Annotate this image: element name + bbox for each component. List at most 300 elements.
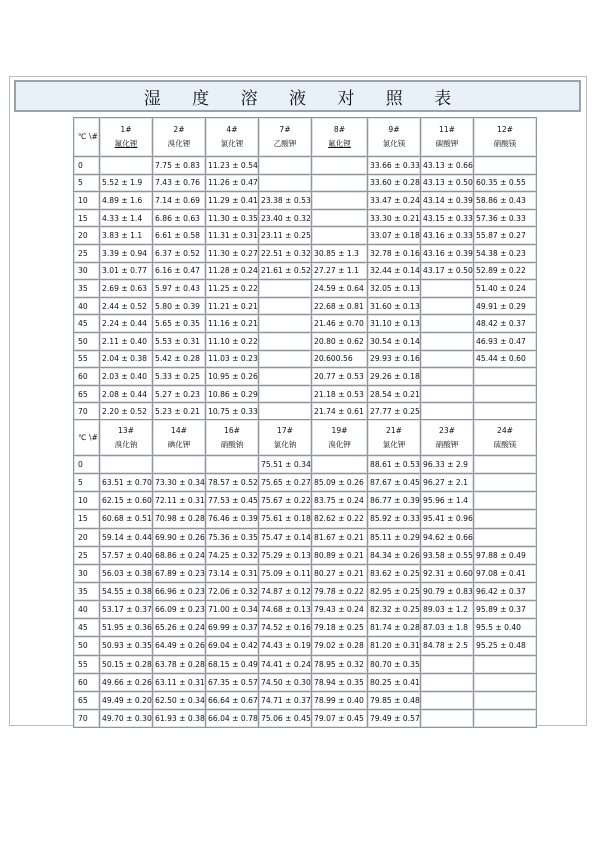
humidity-value-cell: 11.23 ± 0.54 (206, 157, 259, 175)
humidity-value-cell: 21.46 ± 0.70 (312, 315, 368, 333)
humidity-value-cell (474, 474, 537, 492)
humidity-value-cell: 5.23 ± 0.21 (153, 403, 206, 421)
table-row (74, 582, 537, 600)
temperature-cell: 0 (74, 456, 100, 474)
humidity-value-cell: 97.08 ± 0.41 (474, 564, 537, 582)
temperature-cell: 25 (74, 546, 100, 564)
table-row (74, 474, 537, 492)
humidity-value-cell: 43.13 ± 0.50 (421, 174, 474, 192)
temperature-corner-cell: ℃ \# (74, 420, 100, 456)
table-row (74, 564, 537, 582)
humidity-value-cell (421, 655, 474, 673)
humidity-value-cell: 90.79 ± 0.83 (421, 582, 474, 600)
humidity-value-cell: 78.99 ± 0.40 (312, 691, 368, 709)
humidity-value-cell: 94.62 ± 0.66 (421, 528, 474, 546)
humidity-value-cell: 2.20 ± 0.52 (100, 403, 153, 421)
salt-header-cell (312, 420, 368, 456)
humidity-value-cell: 49.70 ± 0.30 (100, 709, 153, 727)
humidity-value-cell: 80.70 ± 0.35 (368, 655, 421, 673)
table-row (74, 385, 537, 403)
humidity-value-cell: 54.55 ± 0.38 (100, 582, 153, 600)
humidity-value-cell: 55.87 ± 0.27 (474, 227, 537, 245)
humidity-value-cell: 95.41 ± 0.96 (421, 510, 474, 528)
salt-number: 16# (223, 425, 241, 435)
humidity-value-cell: 74.25 ± 0.32 (206, 546, 259, 564)
humidity-value-cell: 50.15 ± 0.28 (100, 655, 153, 673)
table-row (74, 227, 537, 245)
temperature-corner-cell: ℃ \# (74, 118, 100, 157)
table-row (74, 655, 537, 673)
humidity-value-cell (474, 673, 537, 691)
humidity-value-cell (474, 510, 537, 528)
humidity-value-cell (421, 403, 474, 421)
humidity-value-cell: 33.07 ± 0.18 (368, 227, 421, 245)
humidity-value-cell: 79.18 ± 0.25 (312, 619, 368, 637)
table-row (74, 350, 537, 368)
humidity-value-cell: 97.88 ± 0.49 (474, 546, 537, 564)
table-row (74, 637, 537, 655)
humidity-value-cell: 11.28 ± 0.24 (206, 262, 259, 280)
salt-number: 9# (388, 125, 400, 134)
humidity-value-cell (100, 456, 153, 474)
humidity-value-cell: 31.10 ± 0.13 (368, 315, 421, 333)
humidity-value-cell: 2.44 ± 0.52 (100, 297, 153, 315)
humidity-table-2 (73, 419, 537, 728)
salt-header-cell (206, 420, 259, 456)
humidity-value-cell: 2.04 ± 0.38 (100, 350, 153, 368)
humidity-value-cell: 23.40 ± 0.32 (259, 209, 312, 227)
temperature-cell: 30 (74, 262, 100, 280)
humidity-value-cell (312, 174, 368, 192)
temperature-cell: 70 (74, 709, 100, 727)
humidity-value-cell: 50.93 ± 0.35 (100, 637, 153, 655)
salt-number: 19# (331, 425, 348, 435)
humidity-value-cell: 70.98 ± 0.28 (153, 510, 206, 528)
humidity-value-cell: 21.74 ± 0.61 (312, 403, 368, 421)
temperature-cell: 20 (74, 528, 100, 546)
humidity-value-cell: 82.95 ± 0.25 (368, 582, 421, 600)
humidity-value-cell: 3.01 ± 0.77 (100, 262, 153, 280)
humidity-value-cell: 20.600.56 (312, 350, 368, 368)
humidity-value-cell: 69.99 ± 0.37 (206, 619, 259, 637)
humidity-value-cell (259, 297, 312, 315)
humidity-value-cell: 76.46 ± 0.39 (206, 510, 259, 528)
temperature-cell: 60 (74, 673, 100, 691)
humidity-value-cell: 30.85 ± 1.3 (312, 244, 368, 262)
humidity-value-cell: 63.11 ± 0.31 (153, 673, 206, 691)
humidity-value-cell (153, 456, 206, 474)
humidity-value-cell (421, 297, 474, 315)
table-row (74, 673, 537, 691)
humidity-value-cell: 21.18 ± 0.53 (312, 385, 368, 403)
humidity-value-cell: 29.93 ± 0.16 (368, 350, 421, 368)
humidity-value-cell: 29.26 ± 0.18 (368, 368, 421, 386)
humidity-value-cell (259, 157, 312, 175)
humidity-value-cell: 82.62 ± 0.22 (312, 510, 368, 528)
humidity-value-cell: 11.30 ± 0.27 (206, 244, 259, 262)
humidity-value-cell: 11.25 ± 0.22 (206, 280, 259, 298)
table-row (74, 619, 537, 637)
humidity-value-cell: 93.58 ± 0.55 (421, 546, 474, 564)
salt-number: 14# (170, 425, 188, 435)
humidity-value-cell: 22.68 ± 0.81 (312, 297, 368, 315)
humidity-value-cell (259, 174, 312, 192)
table-row (74, 528, 537, 546)
humidity-value-cell (421, 332, 474, 350)
table-row (74, 546, 537, 564)
temperature-cell: 0 (74, 157, 100, 175)
table-row (74, 244, 537, 262)
humidity-value-cell: 69.90 ± 0.26 (153, 528, 206, 546)
salt-number: 7# (279, 125, 291, 134)
table-row (74, 709, 537, 727)
temperature-cell: 40 (74, 601, 100, 619)
temperature-cell: 60 (74, 368, 100, 386)
temperature-cell: 35 (74, 582, 100, 600)
humidity-value-cell (474, 492, 537, 510)
humidity-value-cell: 23.11 ± 0.25 (259, 227, 312, 245)
humidity-value-cell: 95.89 ± 0.37 (474, 601, 537, 619)
salt-number: 2# (173, 125, 185, 134)
humidity-value-cell: 11.30 ± 0.35 (206, 209, 259, 227)
humidity-value-cell: 6.61 ± 0.58 (153, 227, 206, 245)
table-header-row (74, 420, 537, 456)
humidity-value-cell: 21.61 ± 0.52 (259, 262, 312, 280)
humidity-value-cell (312, 157, 368, 175)
humidity-value-cell: 61.93 ± 0.38 (153, 709, 206, 727)
salt-header-cell (474, 118, 537, 157)
humidity-value-cell: 5.65 ± 0.35 (153, 315, 206, 333)
humidity-value-cell: 74.43 ± 0.19 (259, 637, 312, 655)
humidity-value-cell: 75.29 ± 0.13 (259, 546, 312, 564)
table-row (74, 403, 537, 421)
humidity-value-cell: 72.11 ± 0.31 (153, 492, 206, 510)
humidity-value-cell: 74.87 ± 0.12 (259, 582, 312, 600)
salt-number: 23# (438, 425, 456, 435)
humidity-value-cell (421, 368, 474, 386)
humidity-value-cell: 84.34 ± 0.26 (368, 546, 421, 564)
table-header-row (74, 118, 537, 157)
table-row (74, 601, 537, 619)
humidity-value-cell: 85.92 ± 0.33 (368, 510, 421, 528)
humidity-value-cell: 95.5 ± 0.40 (474, 619, 537, 637)
humidity-value-cell: 63.51 ± 0.70 (100, 474, 153, 492)
salt-header-cell (206, 118, 259, 157)
table-row (74, 157, 537, 175)
salt-number: 1# (120, 125, 132, 134)
humidity-value-cell: 79.02 ± 0.28 (312, 637, 368, 655)
humidity-value-cell: 92.31 ± 0.60 (421, 564, 474, 582)
salt-number: 17# (276, 425, 294, 435)
humidity-value-cell: 5.33 ± 0.25 (153, 368, 206, 386)
humidity-value-cell: 23.38 ± 0.53 (259, 192, 312, 210)
humidity-value-cell: 60.35 ± 0.55 (474, 174, 537, 192)
humidity-value-cell: 79.85 ± 0.48 (368, 691, 421, 709)
salt-name: 溴化钠 (114, 439, 138, 449)
salt-name: 氯化钠 (273, 439, 297, 449)
humidity-value-cell: 5.97 ± 0.43 (153, 280, 206, 298)
humidity-value-cell: 43.14 ± 0.39 (421, 192, 474, 210)
salt-header-cell (421, 420, 474, 456)
humidity-value-cell: 5.53 ± 0.31 (153, 332, 206, 350)
temperature-cell: 15 (74, 209, 100, 227)
humidity-value-cell: 67.35 ± 0.57 (206, 673, 259, 691)
humidity-value-cell: 5.42 ± 0.28 (153, 350, 206, 368)
humidity-value-cell (474, 528, 537, 546)
salt-name: 硝酸钾 (435, 439, 459, 449)
humidity-value-cell: 75.65 ± 0.27 (259, 474, 312, 492)
humidity-value-cell (421, 280, 474, 298)
temperature-cell: 5 (74, 174, 100, 192)
humidity-value-cell: 63.78 ± 0.28 (153, 655, 206, 673)
humidity-value-cell: 83.75 ± 0.24 (312, 492, 368, 510)
humidity-value-cell: 59.14 ± 0.44 (100, 528, 153, 546)
humidity-value-cell: 49.49 ± 0.20 (100, 691, 153, 709)
salt-number: 21# (385, 425, 403, 435)
temperature-cell: 15 (74, 510, 100, 528)
temperature-cell: 45 (74, 619, 100, 637)
table-row (74, 332, 537, 350)
temperature-cell: 55 (74, 655, 100, 673)
humidity-value-cell: 48.42 ± 0.37 (474, 315, 537, 333)
humidity-value-cell: 60.68 ± 0.51 (100, 510, 153, 528)
humidity-value-cell: 27.77 ± 0.25 (368, 403, 421, 421)
humidity-table-1 (73, 117, 537, 421)
humidity-value-cell: 78.57 ± 0.52 (206, 474, 259, 492)
humidity-value-cell: 43.16 ± 0.39 (421, 244, 474, 262)
humidity-value-cell: 80.27 ± 0.21 (312, 564, 368, 582)
humidity-value-cell (474, 157, 537, 175)
salt-name: 氯化钾 (382, 439, 406, 449)
humidity-value-cell: 74.41 ± 0.24 (259, 655, 312, 673)
humidity-value-cell: 3.83 ± 1.1 (100, 227, 153, 245)
humidity-value-cell: 80.89 ± 0.21 (312, 546, 368, 564)
humidity-value-cell: 85.11 ± 0.29 (368, 528, 421, 546)
humidity-value-cell: 86.77 ± 0.39 (368, 492, 421, 510)
salt-name: 氟化锂 (328, 139, 351, 148)
humidity-value-cell: 31.60 ± 0.13 (368, 297, 421, 315)
humidity-value-cell (259, 280, 312, 298)
salt-header-cell (100, 420, 153, 456)
table-row (74, 315, 537, 333)
temperature-cell: 30 (74, 564, 100, 582)
humidity-value-cell (421, 315, 474, 333)
temperature-cell: 40 (74, 297, 100, 315)
humidity-value-cell (474, 655, 537, 673)
humidity-value-cell: 81.67 ± 0.21 (312, 528, 368, 546)
humidity-value-cell: 62.15 ± 0.60 (100, 492, 153, 510)
humidity-value-cell: 96.42 ± 0.37 (474, 582, 537, 600)
humidity-value-cell: 11.31 ± 0.31 (206, 227, 259, 245)
humidity-value-cell: 11.21 ± 0.21 (206, 297, 259, 315)
humidity-value-cell: 75.61 ± 0.18 (259, 510, 312, 528)
table-row (74, 691, 537, 709)
temperature-cell: 35 (74, 280, 100, 298)
humidity-value-cell: 79.78 ± 0.22 (312, 582, 368, 600)
table-row (74, 262, 537, 280)
salt-name: 碳酸钾 (435, 139, 459, 148)
temperature-cell: 65 (74, 691, 100, 709)
salt-name: 溴化钾 (328, 439, 351, 449)
humidity-value-cell: 95.25 ± 0.48 (474, 637, 537, 655)
humidity-value-cell: 11.26 ± 0.47 (206, 174, 259, 192)
humidity-value-cell: 74.68 ± 0.13 (259, 601, 312, 619)
humidity-value-cell (312, 209, 368, 227)
humidity-value-cell: 2.11 ± 0.40 (100, 332, 153, 350)
humidity-value-cell: 5.27 ± 0.23 (153, 385, 206, 403)
humidity-value-cell: 54.38 ± 0.23 (474, 244, 537, 262)
humidity-value-cell: 78.94 ± 0.35 (312, 673, 368, 691)
humidity-value-cell: 73.30 ± 0.34 (153, 474, 206, 492)
humidity-value-cell: 68.86 ± 0.24 (153, 546, 206, 564)
humidity-value-cell: 10.95 ± 0.26 (206, 368, 259, 386)
humidity-value-cell: 10.75 ± 0.33 (206, 403, 259, 421)
salt-header-cell (474, 420, 537, 456)
humidity-value-cell: 51.40 ± 0.24 (474, 280, 537, 298)
humidity-value-cell: 75.51 ± 0.34 (259, 456, 312, 474)
salt-name: 硫酸镁 (493, 439, 517, 449)
humidity-value-cell: 33.30 ± 0.21 (368, 209, 421, 227)
humidity-value-cell (421, 385, 474, 403)
temperature-cell: 50 (74, 637, 100, 655)
salt-header-cell (421, 118, 474, 157)
page-title: 湿 度 溶 液 对 照 表 (14, 80, 581, 112)
humidity-value-cell: 33.66 ± 0.33 (368, 157, 421, 175)
humidity-value-cell (312, 192, 368, 210)
salt-name: 氯化锂 (220, 139, 244, 148)
humidity-value-cell (474, 368, 537, 386)
humidity-value-cell: 69.04 ± 0.42 (206, 637, 259, 655)
salt-number: 11# (438, 125, 456, 134)
humidity-value-cell: 66.64 ± 0.67 (206, 691, 259, 709)
salt-header-cell (100, 118, 153, 157)
humidity-value-cell: 57.36 ± 0.33 (474, 209, 537, 227)
humidity-value-cell: 11.29 ± 0.41 (206, 192, 259, 210)
humidity-value-cell: 7.43 ± 0.76 (153, 174, 206, 192)
salt-header-cell (259, 118, 312, 157)
salt-name: 乙酸钾 (273, 139, 297, 148)
salt-name: 硝酸钠 (220, 439, 244, 449)
humidity-value-cell: 66.96 ± 0.23 (153, 582, 206, 600)
humidity-value-cell: 10.86 ± 0.29 (206, 385, 259, 403)
table-row (74, 368, 537, 386)
table-row (74, 297, 537, 315)
humidity-value-cell: 32.05 ± 0.13 (368, 280, 421, 298)
humidity-value-cell (259, 385, 312, 403)
humidity-value-cell: 43.13 ± 0.66 (421, 157, 474, 175)
humidity-value-cell (474, 385, 537, 403)
humidity-value-cell: 66.09 ± 0.23 (153, 601, 206, 619)
humidity-value-cell: 75.06 ± 0.45 (259, 709, 312, 727)
humidity-value-cell: 74.52 ± 0.16 (259, 619, 312, 637)
salt-header-cell (259, 420, 312, 456)
humidity-value-cell: 11.16 ± 0.21 (206, 315, 259, 333)
humidity-value-cell: 3.39 ± 0.94 (100, 244, 153, 262)
humidity-value-cell (421, 691, 474, 709)
humidity-value-cell: 30.54 ± 0.14 (368, 332, 421, 350)
humidity-value-cell: 49.66 ± 0.26 (100, 673, 153, 691)
humidity-value-cell: 96.27 ± 2.1 (421, 474, 474, 492)
humidity-value-cell: 82.32 ± 0.25 (368, 601, 421, 619)
humidity-value-cell: 2.03 ± 0.40 (100, 368, 153, 386)
humidity-value-cell: 71.00 ± 0.34 (206, 601, 259, 619)
humidity-value-cell: 20.77 ± 0.53 (312, 368, 368, 386)
humidity-value-cell: 66.04 ± 0.78 (206, 709, 259, 727)
humidity-value-cell (421, 673, 474, 691)
temperature-cell: 5 (74, 474, 100, 492)
humidity-value-cell: 58.86 ± 0.43 (474, 192, 537, 210)
humidity-value-cell: 4.33 ± 1.4 (100, 209, 153, 227)
humidity-value-cell: 75.67 ± 0.22 (259, 492, 312, 510)
humidity-value-cell: 11.10 ± 0.22 (206, 332, 259, 350)
temperature-cell: 70 (74, 403, 100, 421)
temperature-cell: 10 (74, 492, 100, 510)
humidity-value-cell (421, 709, 474, 727)
table-row (74, 209, 537, 227)
humidity-value-cell: 73.14 ± 0.31 (206, 564, 259, 582)
humidity-value-cell: 43.15 ± 0.33 (421, 209, 474, 227)
humidity-value-cell: 72.06 ± 0.32 (206, 582, 259, 600)
humidity-value-cell: 43.17 ± 0.50 (421, 262, 474, 280)
salt-header-cell (312, 118, 368, 157)
salt-name: 溴化锂 (167, 139, 191, 148)
humidity-value-cell: 11.03 ± 0.23 (206, 350, 259, 368)
humidity-value-cell: 43.16 ± 0.33 (421, 227, 474, 245)
temperature-cell: 50 (74, 332, 100, 350)
humidity-value-cell: 6.16 ± 0.47 (153, 262, 206, 280)
humidity-value-cell: 83.62 ± 0.25 (368, 564, 421, 582)
salt-number: 4# (226, 125, 238, 134)
humidity-value-cell (312, 227, 368, 245)
salt-header-cell (153, 118, 206, 157)
humidity-value-cell (474, 403, 537, 421)
humidity-value-cell: 28.54 ± 0.21 (368, 385, 421, 403)
humidity-value-cell: 22.51 ± 0.32 (259, 244, 312, 262)
humidity-value-cell: 53.17 ± 0.37 (100, 601, 153, 619)
humidity-value-cell (259, 315, 312, 333)
temperature-cell: 55 (74, 350, 100, 368)
humidity-value-cell: 7.14 ± 0.69 (153, 192, 206, 210)
humidity-value-cell: 33.47 ± 0.24 (368, 192, 421, 210)
temperature-cell: 25 (74, 244, 100, 262)
humidity-value-cell: 64.49 ± 0.26 (153, 637, 206, 655)
table-row (74, 174, 537, 192)
salt-name: 碘化钾 (167, 439, 191, 449)
humidity-value-cell: 79.49 ± 0.57 (368, 709, 421, 727)
table-row (74, 192, 537, 210)
humidity-value-cell: 89.03 ± 1.2 (421, 601, 474, 619)
humidity-value-cell: 87.67 ± 0.45 (368, 474, 421, 492)
humidity-value-cell: 46.93 ± 0.47 (474, 332, 537, 350)
humidity-value-cell: 77.53 ± 0.45 (206, 492, 259, 510)
humidity-value-cell (100, 157, 153, 175)
humidity-value-cell: 4.89 ± 1.6 (100, 192, 153, 210)
humidity-value-cell: 75.09 ± 0.11 (259, 564, 312, 582)
humidity-value-cell: 6.86 ± 0.63 (153, 209, 206, 227)
temperature-cell: 45 (74, 315, 100, 333)
table-row (74, 492, 537, 510)
salt-name: 硝酸镁 (493, 139, 517, 148)
humidity-value-cell: 6.37 ± 0.52 (153, 244, 206, 262)
temperature-cell: 20 (74, 227, 100, 245)
humidity-value-cell: 5.52 ± 1.9 (100, 174, 153, 192)
humidity-value-cell: 96.33 ± 2.9 (421, 456, 474, 474)
humidity-value-cell (421, 350, 474, 368)
salt-number: 12# (496, 125, 514, 134)
humidity-value-cell (259, 350, 312, 368)
humidity-value-cell: 67.89 ± 0.23 (153, 564, 206, 582)
humidity-value-cell: 62.50 ± 0.34 (153, 691, 206, 709)
